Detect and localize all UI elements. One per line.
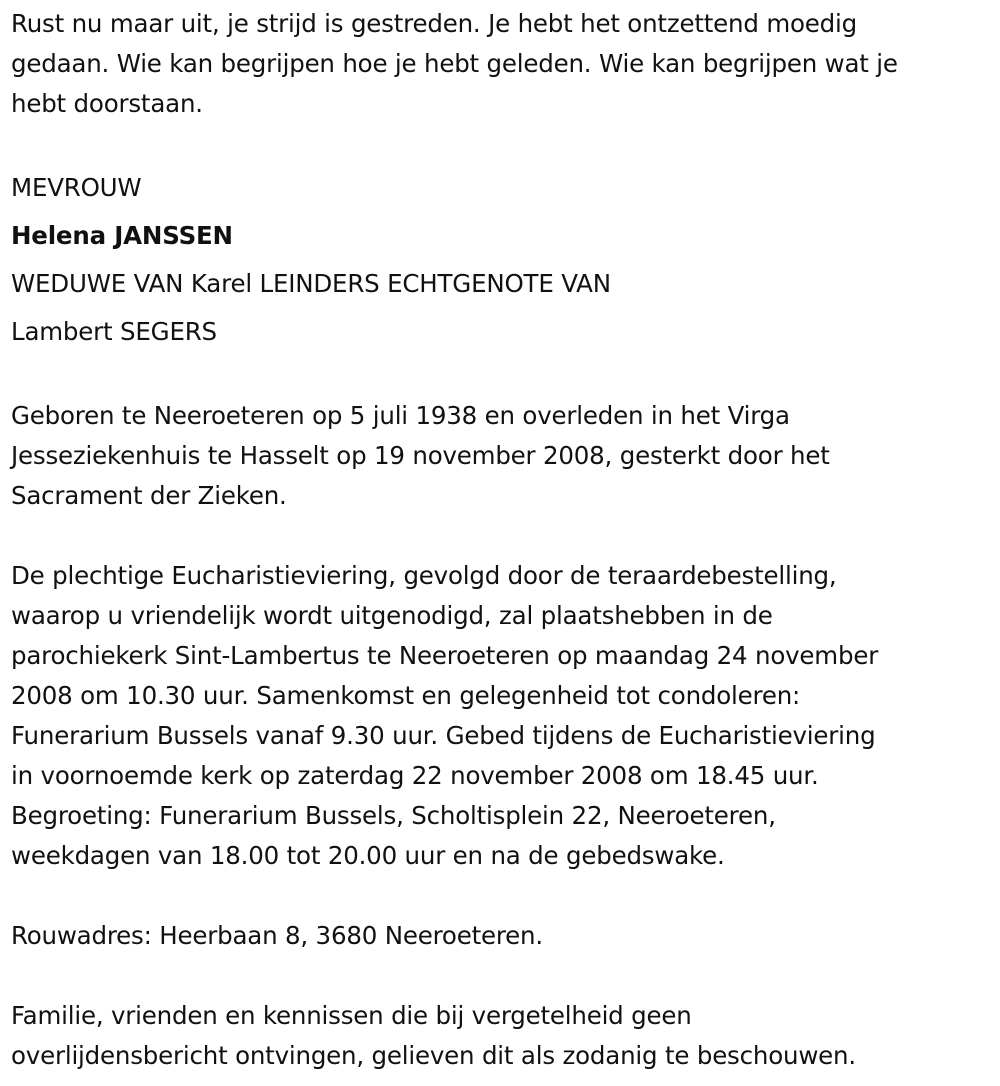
intro-line: hebt doorstaan. — [11, 89, 203, 118]
intro-verse — [11, 4, 996, 124]
paragraph-spacer — [11, 124, 996, 164]
paragraph-spacer — [11, 356, 996, 396]
closing-line: Familie, vrienden en kennissen die bij vergetelheid geen — [11, 1001, 692, 1030]
mourning-address-paragraph — [11, 916, 996, 956]
person-relation-line-1: WEDUWE VAN Karel LEINDERS ECHTGENOTE VAN — [11, 269, 611, 298]
closing-paragraph — [11, 996, 996, 1076]
ceremony-line: Funerarium Bussels vanaf 9.30 uur. Gebed tijdens de Eucharistieviering — [11, 721, 876, 750]
intro-line: Rust nu maar uit, je strijd is gestreden. Je hebt het ontzettend moedig — [11, 9, 857, 38]
person-title: MEVROUW — [11, 173, 142, 202]
ceremony-line: weekdagen van 18.00 tot 20.00 uur en na de gebedswake. — [11, 841, 725, 870]
ceremony-line: 2008 om 10.30 uur. Samenkomst en gelegenheid tot condoleren: — [11, 681, 801, 710]
closing-line: overlijdensbericht ontvingen, gelieven dit als zodanig te beschouwen. — [11, 1041, 856, 1070]
person-block — [11, 164, 996, 356]
ceremony-line: in voornoemde kerk op zaterdag 22 november 2008 om 18.45 uur. — [11, 761, 819, 790]
birth-death-line: Geboren te Neeroeteren op 5 juli 1938 en overleden in het Virga — [11, 401, 790, 430]
person-relation-line-2: Lambert SEGERS — [11, 317, 217, 346]
birth-death-paragraph — [11, 396, 996, 516]
paragraph-spacer — [11, 876, 996, 916]
ceremony-line: Begroeting: Funerarium Bussels, Scholtisplein 22, Neeroeteren, — [11, 801, 776, 830]
ceremony-line: parochiekerk Sint-Lambertus te Neeroeteren op maandag 24 november — [11, 641, 879, 670]
paragraph-spacer — [11, 516, 996, 556]
person-name: Helena JANSSEN — [11, 221, 233, 250]
ceremony-line: De plechtige Eucharistieviering, gevolgd door de teraardebestelling, — [11, 561, 837, 590]
mourning-address: Rouwadres: Heerbaan 8, 3680 Neeroeteren. — [11, 921, 543, 950]
ceremony-paragraph — [11, 556, 996, 876]
birth-death-line: Jesseziekenhuis te Hasselt op 19 november 2008, gesterkt door het — [11, 441, 830, 470]
intro-line: gedaan. Wie kan begrijpen hoe je hebt geleden. Wie kan begrijpen wat je — [11, 49, 898, 78]
birth-death-line: Sacrament der Zieken. — [11, 481, 287, 510]
paragraph-spacer — [11, 956, 996, 996]
ceremony-line: waarop u vriendelijk wordt uitgenodigd, zal plaatshebben in de — [11, 601, 773, 630]
